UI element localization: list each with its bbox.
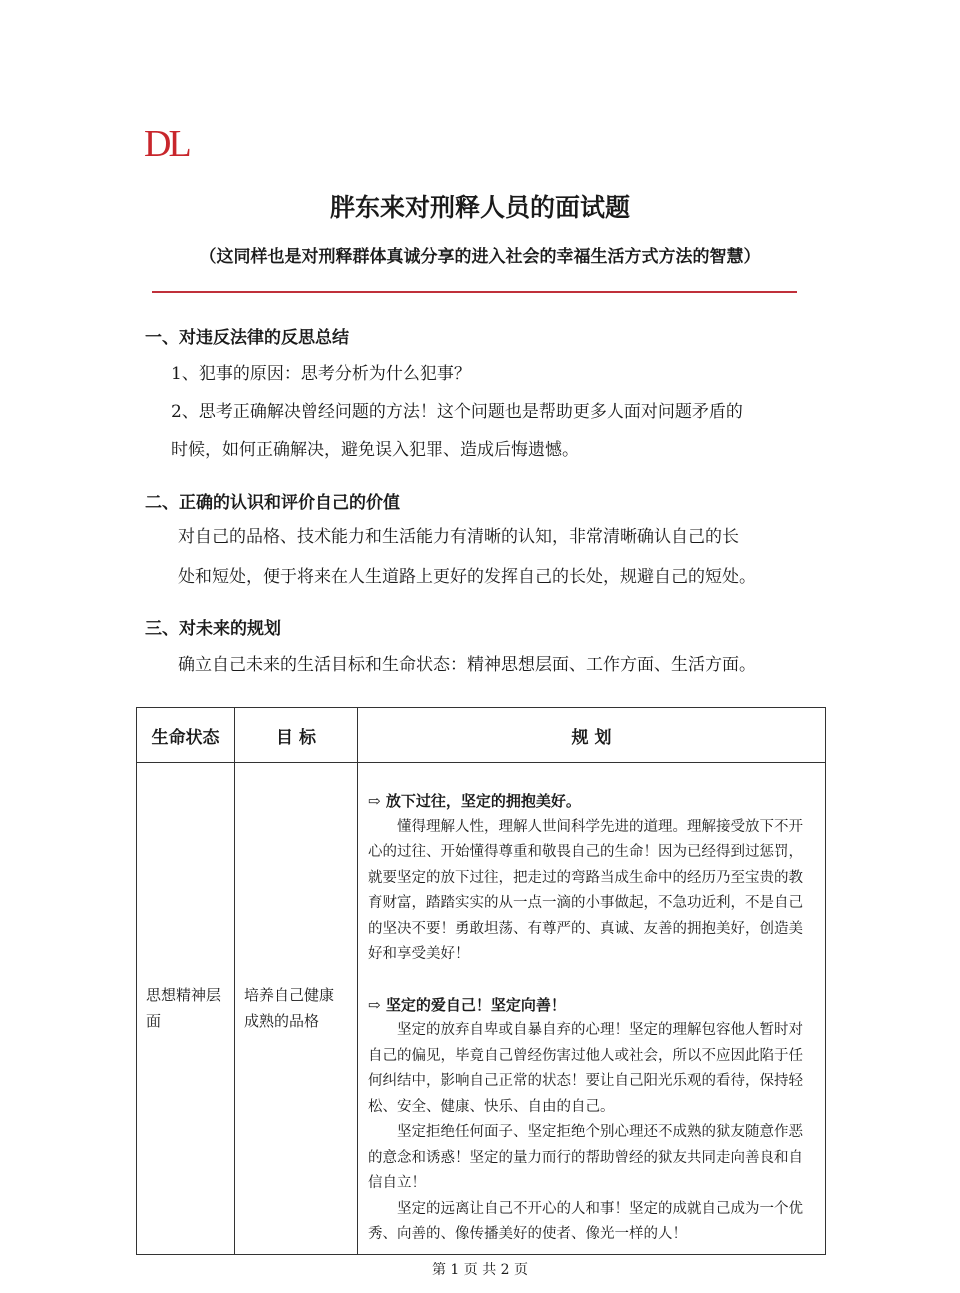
section-2-heading: 二、正确的认识和评价自己的价值 (145, 493, 400, 513)
plan-paragraph-3: 坚定拒绝任何面子、坚定拒绝个别心理还不成熟的狱友随意作恶的意念和诱惑！坚定的量力而行的帮助曾经的狱友共同走向善良和自信自立！ (368, 1124, 803, 1191)
plan-table (136, 707, 826, 1255)
section-1-line-3: 时候，如何正确解决，避免误入犯罪、造成后悔遗憾。 (171, 440, 579, 460)
section-1-line-2: 2、思考正确解决曾经问题的方法！这个问题也是帮助更多人面对问题矛盾的 (171, 402, 743, 422)
table-row (137, 763, 826, 1255)
section-2-line-1: 对自己的品格、技术能力和生活能力有清晰的认知，非常清晰确认自己的长 (178, 527, 739, 547)
table-header-row (137, 708, 826, 763)
state-text: 思想精神层面 (146, 986, 222, 1031)
header-state: 生命状态 (137, 708, 235, 763)
title-divider (152, 291, 797, 293)
plan-paragraph-4: 坚定的远离让自己不开心的人和事！坚定的成就自己成为一个优秀、向善的、像传播美好的使者、像光一样的人！ (368, 1200, 803, 1242)
plan-paragraph-1: 懂得理解人性，理解人世间科学先进的道理。理解接受放下不开心的过往、开始懂得尊重和敬畏自己的生命！因为已经得到过惩罚，就要坚定的放下过往，把走过的弯路当成生命中的经历乃至宝贵的教育财富，踏踏实实的从一点一滴的小事做起，不急功近利，不是自己的坚决不要！勇敢坦荡、有尊严的、真诚、友善的拥抱美好，创造美好和享受美好！ (368, 818, 803, 962)
goal-text: 培养自己健康成熟的品格 (244, 986, 335, 1031)
page-title: 胖东来对刑释人员的面试题 (329, 193, 630, 222)
state-cell (137, 763, 235, 1255)
plan-heading-2 (368, 993, 815, 1019)
section-3-heading: 三、对未来的规划 (145, 619, 281, 639)
section-3-line-1: 确立自己未来的生活目标和生命状态：精神思想层面、工作方面、生活方面。 (178, 655, 756, 675)
section-1-line-1: 1、犯事的原因：思考分析为什么犯事？ (171, 364, 471, 384)
page-footer: 第 1 页 共 2 页 (431, 1262, 529, 1278)
page-subtitle: （这同样也是对刑释群体真诚分享的进入社会的幸福生活方式方法的智慧） (199, 247, 761, 267)
plan-heading-1 (368, 789, 815, 815)
header-plan: 规 划 (358, 708, 826, 763)
arrow-right-icon: ⇨ (368, 995, 381, 1014)
company-logo: DL (144, 123, 189, 165)
plan-cell (358, 763, 826, 1255)
goal-cell (235, 763, 358, 1255)
section-2-line-2: 处和短处，便于将来在人生道路上更好的发挥自己的长处，规避自己的短处。 (178, 567, 756, 587)
plan-paragraph-2: 坚定的放弃自卑或自暴自弃的心理！坚定的理解包容他人暂时对自己的偏见，毕竟自己曾经伤害过他人或社会，所以不应因此陷于任何纠结中，影响自己正常的状态！要让自己阳光乐观的看待，保持轻松、安全、健康、快乐、自由的自己。 (368, 1022, 803, 1115)
header-goal: 目 标 (235, 708, 358, 763)
arrow-right-icon: ⇨ (368, 792, 381, 810)
plan-heading-1-text: 放下过往，坚定的拥抱美好。 (385, 792, 581, 810)
section-1-heading: 一、对违反法律的反思总结 (145, 328, 349, 348)
plan-heading-2-text: 坚定的爱自己！坚定向善！ (385, 995, 566, 1014)
